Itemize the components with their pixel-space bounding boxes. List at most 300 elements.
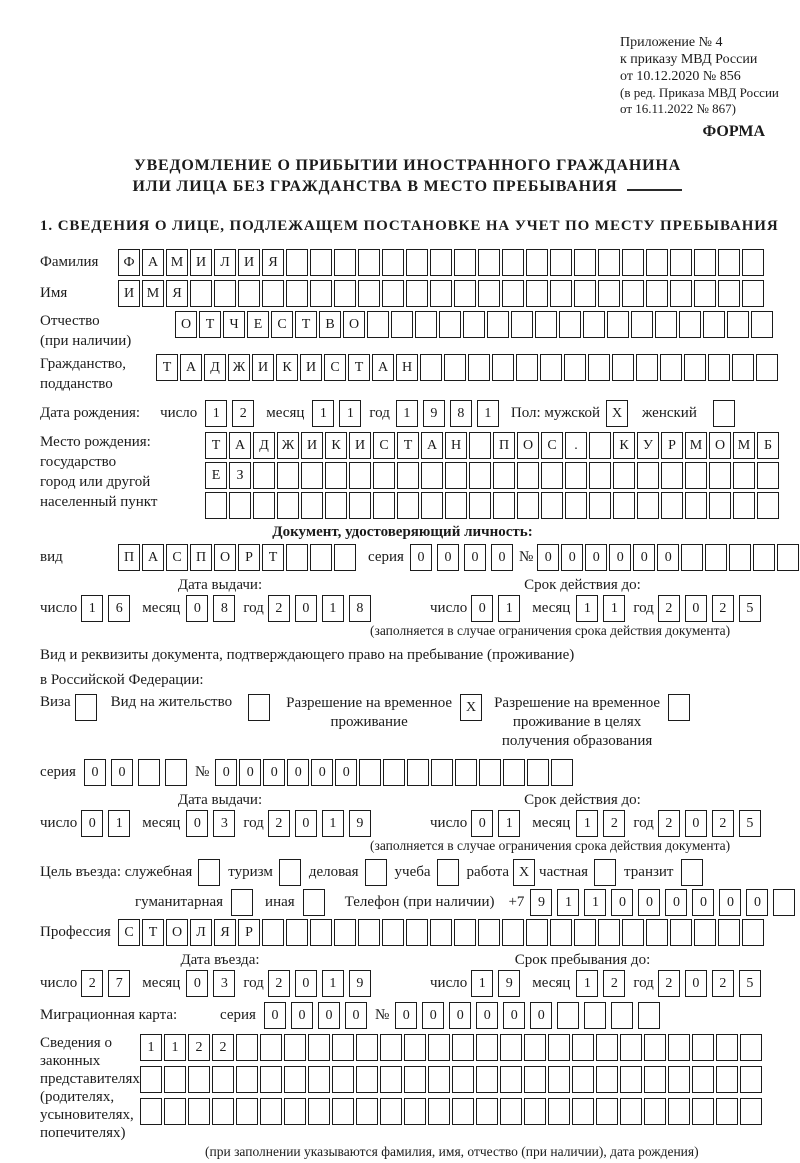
char-box[interactable] (373, 492, 395, 519)
char-box[interactable]: Я (214, 919, 236, 946)
char-box[interactable]: 1 (603, 595, 625, 622)
char-box[interactable] (733, 492, 755, 519)
char-box[interactable] (540, 354, 562, 381)
char-box[interactable]: 1 (477, 400, 499, 427)
char-box[interactable]: Т (348, 354, 370, 381)
char-box[interactable] (709, 462, 731, 489)
char-box[interactable]: 0 (719, 889, 741, 916)
char-box[interactable] (742, 280, 764, 307)
char-box[interactable] (596, 1034, 618, 1061)
char-box[interactable]: 2 (268, 970, 290, 997)
char-box[interactable]: 0 (287, 759, 309, 786)
char-box[interactable] (431, 759, 453, 786)
char-box[interactable] (406, 919, 428, 946)
char-box[interactable]: 0 (263, 759, 285, 786)
char-box[interactable]: 1 (81, 595, 103, 622)
char-box[interactable] (527, 759, 549, 786)
char-box[interactable] (452, 1098, 474, 1125)
char-box[interactable]: 2 (603, 810, 625, 837)
char-box[interactable]: 5 (739, 970, 761, 997)
char-box[interactable]: З (229, 462, 251, 489)
char-box[interactable] (541, 462, 563, 489)
char-box[interactable] (644, 1066, 666, 1093)
char-box[interactable] (476, 1098, 498, 1125)
char-box[interactable] (439, 311, 461, 338)
char-box[interactable] (503, 759, 525, 786)
char-box[interactable]: 1 (557, 889, 579, 916)
char-box[interactable]: 0 (295, 595, 317, 622)
char-box[interactable]: 0 (186, 970, 208, 997)
char-box[interactable]: 2 (268, 810, 290, 837)
checkbox[interactable] (713, 400, 735, 427)
char-box[interactable] (551, 759, 573, 786)
char-box[interactable] (613, 462, 635, 489)
char-box[interactable]: Д (253, 432, 275, 459)
char-box[interactable] (685, 492, 707, 519)
checkbox[interactable] (279, 859, 301, 886)
char-box[interactable] (596, 1098, 618, 1125)
char-box[interactable]: Н (445, 432, 467, 459)
char-box[interactable]: 0 (318, 1002, 340, 1029)
char-box[interactable]: Т (205, 432, 227, 459)
char-box[interactable] (373, 462, 395, 489)
checkbox[interactable] (437, 859, 459, 886)
char-box[interactable] (310, 249, 332, 276)
char-box[interactable]: Л (214, 249, 236, 276)
char-box[interactable] (301, 462, 323, 489)
char-box[interactable]: Т (199, 311, 221, 338)
char-box[interactable]: 0 (335, 759, 357, 786)
char-box[interactable] (479, 759, 501, 786)
char-box[interactable]: 0 (633, 544, 655, 571)
char-box[interactable] (404, 1098, 426, 1125)
char-box[interactable]: Т (295, 311, 317, 338)
char-box[interactable] (660, 354, 682, 381)
char-box[interactable] (598, 919, 620, 946)
char-box[interactable] (407, 759, 429, 786)
char-box[interactable] (716, 1098, 738, 1125)
char-box[interactable]: И (349, 432, 371, 459)
char-box[interactable] (334, 544, 356, 571)
char-box[interactable] (493, 462, 515, 489)
char-box[interactable]: С (166, 544, 188, 571)
char-box[interactable]: О (517, 432, 539, 459)
char-box[interactable]: 2 (712, 595, 734, 622)
char-box[interactable] (740, 1098, 762, 1125)
char-box[interactable]: И (238, 249, 260, 276)
char-box[interactable]: С (373, 432, 395, 459)
char-box[interactable] (165, 759, 187, 786)
char-box[interactable]: Я (166, 280, 188, 307)
char-box[interactable] (598, 280, 620, 307)
char-box[interactable]: Е (205, 462, 227, 489)
char-box[interactable] (308, 1066, 330, 1093)
char-box[interactable] (636, 354, 658, 381)
char-box[interactable] (620, 1034, 642, 1061)
char-box[interactable] (428, 1066, 450, 1093)
char-box[interactable] (190, 280, 212, 307)
char-box[interactable]: Т (156, 354, 178, 381)
char-box[interactable] (655, 311, 677, 338)
char-box[interactable]: 0 (537, 544, 559, 571)
char-box[interactable] (229, 492, 251, 519)
char-box[interactable] (622, 280, 644, 307)
char-box[interactable] (548, 1034, 570, 1061)
char-box[interactable] (685, 462, 707, 489)
char-box[interactable]: 0 (215, 759, 237, 786)
char-box[interactable]: 0 (410, 544, 432, 571)
char-box[interactable] (756, 354, 778, 381)
char-box[interactable] (349, 492, 371, 519)
char-box[interactable] (260, 1066, 282, 1093)
char-box[interactable]: В (319, 311, 341, 338)
char-box[interactable]: 1 (140, 1034, 162, 1061)
char-box[interactable]: О (175, 311, 197, 338)
char-box[interactable] (564, 354, 586, 381)
char-box[interactable]: Т (262, 544, 284, 571)
char-box[interactable] (670, 919, 692, 946)
char-box[interactable] (613, 492, 635, 519)
char-box[interactable] (286, 544, 308, 571)
char-box[interactable]: Б (757, 432, 779, 459)
char-box[interactable] (212, 1098, 234, 1125)
char-box[interactable] (716, 1066, 738, 1093)
char-box[interactable] (454, 280, 476, 307)
char-box[interactable]: 0 (295, 970, 317, 997)
char-box[interactable]: 0 (437, 544, 459, 571)
char-box[interactable]: Т (142, 919, 164, 946)
char-box[interactable]: С (324, 354, 346, 381)
char-box[interactable]: А (229, 432, 251, 459)
char-box[interactable]: Ф (118, 249, 140, 276)
char-box[interactable] (729, 544, 751, 571)
char-box[interactable] (757, 492, 779, 519)
checkbox[interactable] (303, 889, 325, 916)
char-box[interactable]: 1 (322, 810, 344, 837)
char-box[interactable] (332, 1034, 354, 1061)
char-box[interactable]: С (118, 919, 140, 946)
char-box[interactable] (406, 249, 428, 276)
char-box[interactable] (286, 280, 308, 307)
char-box[interactable]: 0 (186, 810, 208, 837)
char-box[interactable] (452, 1066, 474, 1093)
char-box[interactable] (308, 1098, 330, 1125)
char-box[interactable] (253, 462, 275, 489)
char-box[interactable]: 1 (498, 810, 520, 837)
char-box[interactable] (358, 280, 380, 307)
char-box[interactable]: 1 (498, 595, 520, 622)
char-box[interactable] (716, 1034, 738, 1061)
char-box[interactable] (325, 492, 347, 519)
char-box[interactable]: П (190, 544, 212, 571)
char-box[interactable]: 9 (423, 400, 445, 427)
char-box[interactable] (709, 492, 731, 519)
char-box[interactable]: 0 (609, 544, 631, 571)
char-box[interactable] (391, 311, 413, 338)
char-box[interactable]: А (142, 249, 164, 276)
char-box[interactable] (428, 1098, 450, 1125)
char-box[interactable]: С (541, 432, 563, 459)
char-box[interactable] (572, 1098, 594, 1125)
char-box[interactable] (286, 919, 308, 946)
char-box[interactable] (380, 1066, 402, 1093)
char-box[interactable] (637, 462, 659, 489)
char-box[interactable]: 0 (311, 759, 333, 786)
char-box[interactable] (421, 492, 443, 519)
char-box[interactable] (493, 492, 515, 519)
char-box[interactable] (732, 354, 754, 381)
char-box[interactable]: П (118, 544, 140, 571)
char-box[interactable]: Е (247, 311, 269, 338)
char-box[interactable] (620, 1098, 642, 1125)
char-box[interactable] (598, 249, 620, 276)
char-box[interactable] (668, 1034, 690, 1061)
char-box[interactable] (550, 249, 572, 276)
char-box[interactable] (694, 919, 716, 946)
char-box[interactable]: 8 (213, 595, 235, 622)
char-box[interactable] (517, 462, 539, 489)
char-box[interactable] (524, 1098, 546, 1125)
checkbox[interactable] (75, 694, 97, 721)
char-box[interactable]: 2 (603, 970, 625, 997)
char-box[interactable] (428, 1034, 450, 1061)
checkbox[interactable]: X (606, 400, 628, 427)
char-box[interactable] (511, 311, 533, 338)
char-box[interactable]: 2 (658, 595, 680, 622)
char-box[interactable]: 0 (746, 889, 768, 916)
char-box[interactable] (773, 889, 795, 916)
char-box[interactable]: У (637, 432, 659, 459)
char-box[interactable] (253, 492, 275, 519)
char-box[interactable] (692, 1034, 714, 1061)
char-box[interactable] (430, 280, 452, 307)
char-box[interactable] (670, 249, 692, 276)
char-box[interactable]: 0 (111, 759, 133, 786)
char-box[interactable] (380, 1098, 402, 1125)
char-box[interactable] (469, 492, 491, 519)
char-box[interactable] (212, 1066, 234, 1093)
char-box[interactable] (332, 1066, 354, 1093)
checkbox[interactable] (668, 694, 690, 721)
char-box[interactable] (703, 311, 725, 338)
char-box[interactable]: 0 (685, 810, 707, 837)
char-box[interactable]: Я (262, 249, 284, 276)
char-box[interactable]: 8 (349, 595, 371, 622)
char-box[interactable] (430, 919, 452, 946)
char-box[interactable] (620, 1066, 642, 1093)
char-box[interactable] (637, 492, 659, 519)
char-box[interactable]: 2 (658, 970, 680, 997)
char-box[interactable]: 1 (108, 810, 130, 837)
char-box[interactable] (668, 1098, 690, 1125)
char-box[interactable]: И (118, 280, 140, 307)
char-box[interactable] (205, 492, 227, 519)
char-box[interactable] (260, 1098, 282, 1125)
char-box[interactable]: 1 (205, 400, 227, 427)
char-box[interactable] (541, 492, 563, 519)
char-box[interactable] (334, 919, 356, 946)
char-box[interactable]: 2 (232, 400, 254, 427)
char-box[interactable] (740, 1066, 762, 1093)
char-box[interactable] (622, 919, 644, 946)
char-box[interactable]: О (709, 432, 731, 459)
char-box[interactable]: Ж (228, 354, 250, 381)
char-box[interactable]: Д (204, 354, 226, 381)
char-box[interactable]: 1 (471, 970, 493, 997)
char-box[interactable]: 0 (657, 544, 679, 571)
char-box[interactable] (397, 462, 419, 489)
char-box[interactable]: 1 (576, 810, 598, 837)
char-box[interactable]: 2 (212, 1034, 234, 1061)
char-box[interactable]: 0 (449, 1002, 471, 1029)
char-box[interactable] (404, 1066, 426, 1093)
char-box[interactable]: 2 (712, 810, 734, 837)
char-box[interactable] (524, 1066, 546, 1093)
char-box[interactable] (661, 492, 683, 519)
char-box[interactable] (445, 462, 467, 489)
char-box[interactable]: 0 (611, 889, 633, 916)
char-box[interactable] (684, 354, 706, 381)
char-box[interactable] (574, 249, 596, 276)
char-box[interactable]: И (300, 354, 322, 381)
char-box[interactable]: 0 (464, 544, 486, 571)
char-box[interactable]: 0 (84, 759, 106, 786)
char-box[interactable]: О (343, 311, 365, 338)
char-box[interactable]: М (142, 280, 164, 307)
char-box[interactable] (751, 311, 773, 338)
char-box[interactable] (382, 249, 404, 276)
char-box[interactable] (718, 919, 740, 946)
char-box[interactable]: Р (661, 432, 683, 459)
char-box[interactable] (469, 432, 491, 459)
char-box[interactable] (692, 1098, 714, 1125)
char-box[interactable] (478, 919, 500, 946)
char-box[interactable] (356, 1098, 378, 1125)
char-box[interactable] (421, 462, 443, 489)
char-box[interactable]: Т (397, 432, 419, 459)
char-box[interactable] (757, 462, 779, 489)
char-box[interactable]: 3 (213, 810, 235, 837)
char-box[interactable] (548, 1066, 570, 1093)
char-box[interactable] (526, 280, 548, 307)
char-box[interactable] (356, 1066, 378, 1093)
char-box[interactable]: 1 (576, 595, 598, 622)
char-box[interactable]: 0 (665, 889, 687, 916)
char-box[interactable] (310, 919, 332, 946)
char-box[interactable] (310, 544, 332, 571)
char-box[interactable] (468, 354, 490, 381)
char-box[interactable] (500, 1034, 522, 1061)
char-box[interactable]: О (214, 544, 236, 571)
char-box[interactable]: 7 (108, 970, 130, 997)
char-box[interactable]: 1 (396, 400, 418, 427)
char-box[interactable] (380, 1034, 402, 1061)
char-box[interactable] (478, 249, 500, 276)
checkbox[interactable] (198, 859, 220, 886)
char-box[interactable]: 1 (584, 889, 606, 916)
char-box[interactable]: 0 (491, 544, 513, 571)
char-box[interactable]: И (252, 354, 274, 381)
char-box[interactable]: Ж (277, 432, 299, 459)
char-box[interactable] (492, 354, 514, 381)
char-box[interactable]: С (271, 311, 293, 338)
char-box[interactable]: 0 (685, 595, 707, 622)
char-box[interactable]: К (276, 354, 298, 381)
char-box[interactable] (535, 311, 557, 338)
char-box[interactable] (596, 1066, 618, 1093)
char-box[interactable]: 2 (712, 970, 734, 997)
char-box[interactable] (420, 354, 442, 381)
char-box[interactable]: 0 (530, 1002, 552, 1029)
char-box[interactable] (502, 919, 524, 946)
char-box[interactable]: 6 (108, 595, 130, 622)
char-box[interactable] (583, 311, 605, 338)
char-box[interactable]: А (421, 432, 443, 459)
char-box[interactable] (397, 492, 419, 519)
char-box[interactable]: И (190, 249, 212, 276)
char-box[interactable] (524, 1034, 546, 1061)
char-box[interactable] (718, 280, 740, 307)
char-box[interactable] (516, 354, 538, 381)
char-box[interactable] (445, 492, 467, 519)
char-box[interactable] (718, 249, 740, 276)
char-box[interactable] (500, 1098, 522, 1125)
char-box[interactable]: А (180, 354, 202, 381)
char-box[interactable] (679, 311, 701, 338)
char-box[interactable]: 0 (395, 1002, 417, 1029)
char-box[interactable] (334, 249, 356, 276)
char-box[interactable] (188, 1066, 210, 1093)
char-box[interactable] (236, 1034, 258, 1061)
char-box[interactable]: 0 (476, 1002, 498, 1029)
char-box[interactable]: М (733, 432, 755, 459)
char-box[interactable] (334, 280, 356, 307)
checkbox[interactable] (681, 859, 703, 886)
char-box[interactable]: 0 (264, 1002, 286, 1029)
char-box[interactable] (469, 462, 491, 489)
char-box[interactable]: Р (238, 919, 260, 946)
char-box[interactable] (622, 249, 644, 276)
char-box[interactable] (589, 432, 611, 459)
char-box[interactable] (310, 280, 332, 307)
char-box[interactable]: 0 (585, 544, 607, 571)
char-box[interactable] (572, 1034, 594, 1061)
char-box[interactable] (332, 1098, 354, 1125)
char-box[interactable] (476, 1066, 498, 1093)
char-box[interactable]: К (613, 432, 635, 459)
char-box[interactable] (284, 1098, 306, 1125)
char-box[interactable] (358, 249, 380, 276)
char-box[interactable] (463, 311, 485, 338)
char-box[interactable] (612, 354, 634, 381)
char-box[interactable]: А (372, 354, 394, 381)
char-box[interactable]: 0 (692, 889, 714, 916)
char-box[interactable]: 0 (471, 595, 493, 622)
char-box[interactable]: И (301, 432, 323, 459)
char-box[interactable] (646, 919, 668, 946)
char-box[interactable]: 5 (739, 595, 761, 622)
char-box[interactable] (140, 1098, 162, 1125)
char-box[interactable]: 0 (295, 810, 317, 837)
char-box[interactable]: 9 (498, 970, 520, 997)
char-box[interactable] (478, 280, 500, 307)
char-box[interactable] (406, 280, 428, 307)
char-box[interactable] (487, 311, 509, 338)
char-box[interactable] (644, 1098, 666, 1125)
char-box[interactable]: Ч (223, 311, 245, 338)
char-box[interactable] (308, 1034, 330, 1061)
char-box[interactable] (260, 1034, 282, 1061)
